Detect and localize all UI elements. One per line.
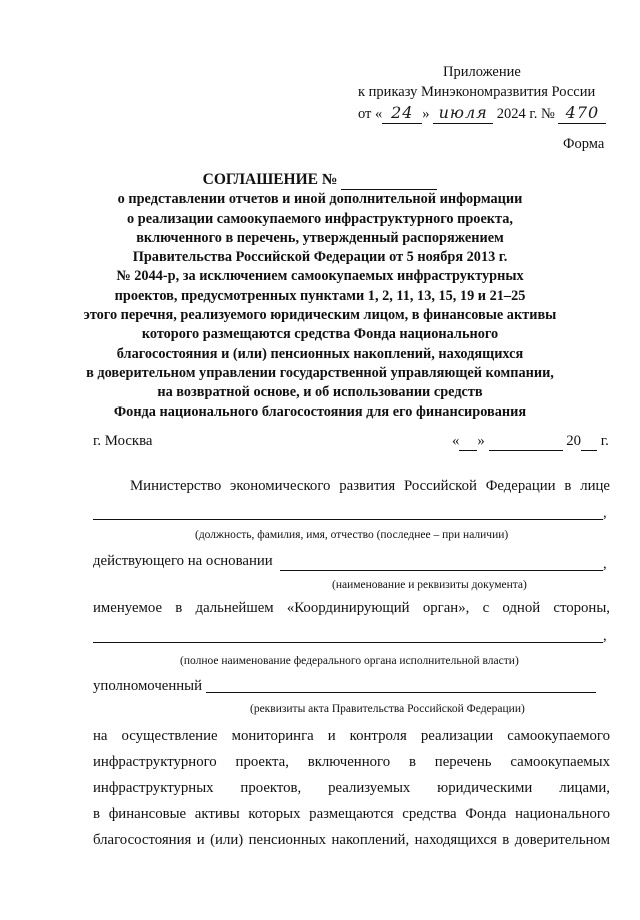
federal-body-line [93,642,603,643]
ministry-intro: Министерство экономического развития Российской Федерации в лице [130,478,610,494]
title-line: включенного в перечень, утвержденный распоряжением [136,229,504,246]
agreement-heading: СОГЛАШЕНИЕ № [40,170,600,190]
title-line: о реализации самоокупаемого инфраструктурного проекта, [127,210,513,227]
caption-government-act: (реквизиты акта Правительства Российской Федерации) [250,703,525,715]
place: г. Москва [93,433,153,449]
date-open-quote: от « [358,106,383,122]
caption-federal-body: (полное наименование федерального органа исполнительной власти) [180,655,519,667]
title-line: Правительства Российской Федерации от 5 ноября 2013 г. [132,249,508,266]
appendix-line-2: к приказу Минэкономразвития России [358,84,596,100]
caption-official: (должность, фамилия, имя, отчество (последнее – при наличии) [195,529,509,541]
title-line: Фонда национального благосостояния для его финансирования [113,403,527,420]
title-line: № 2044-р, за исключением самоокупаемых инфраструктурных [116,268,524,285]
title-line: о представлении отчетов и иной дополнительной информации [117,191,523,208]
form-label: Форма [563,136,605,152]
title-line: проектов, предусмотренных пунктами 1, 2, 11, 13, 15, 19 и 21–25 [114,287,526,304]
para-line: на осуществление мониторинга и контроля реализации самоокупаемого [93,728,610,744]
para-line: инфраструктурных проектов, реализуемых юридическими лицами, [93,780,610,796]
date-month-blank [489,433,563,451]
coordinating-body-text: именуемое в дальнейшем «Координирующий орган», с одной стороны, [93,600,610,616]
appendix-line-3 [358,102,606,125]
official-name-line [93,519,603,520]
caption-document: (наименование и реквизиты документа) [332,579,527,591]
comma: , [603,628,607,644]
order-number: 470 [558,102,606,124]
para-line: в финансовые активы которых размещаются средства Фонда национального [93,806,610,822]
government-act-line [206,692,596,693]
title-line: этого перечня, реализуемого юридическим лицом, в финансовые активы [83,307,557,324]
title-line: в доверительном управлении государственной управляющей компании, [86,364,554,381]
agreement-date: « » 20 г. [452,433,609,449]
comma: , [603,505,607,521]
authorized-label: уполномоченный [93,678,203,694]
date-year-blank [581,433,597,451]
order-month: июля [433,102,493,124]
title-line: которого размещаются средства Фонда национального [141,326,499,343]
order-day: 24 [382,102,422,124]
para-line: благосостояния и (или) пенсионных накоплений, находящихся в доверительном [93,832,610,848]
title-line: благосостояния и (или) пенсионных накоплений, находящихся [116,345,524,362]
acting-on-basis-label: действующего на основании [93,553,273,569]
date-close-quote: » [422,106,430,122]
agreement-title [40,170,600,422]
order-year: 2024 г. № [496,106,555,122]
comma: , [603,556,607,572]
agreement-number-blank [341,170,437,190]
basis-document-line [280,570,603,571]
para-line: инфраструктурного проекта, включенного в перечень самоокупаемых [93,754,610,770]
appendix-line-1: Приложение [443,64,521,80]
date-day-blank [459,433,477,451]
title-line: на возвратной основе, и об использовании средств [157,384,483,401]
